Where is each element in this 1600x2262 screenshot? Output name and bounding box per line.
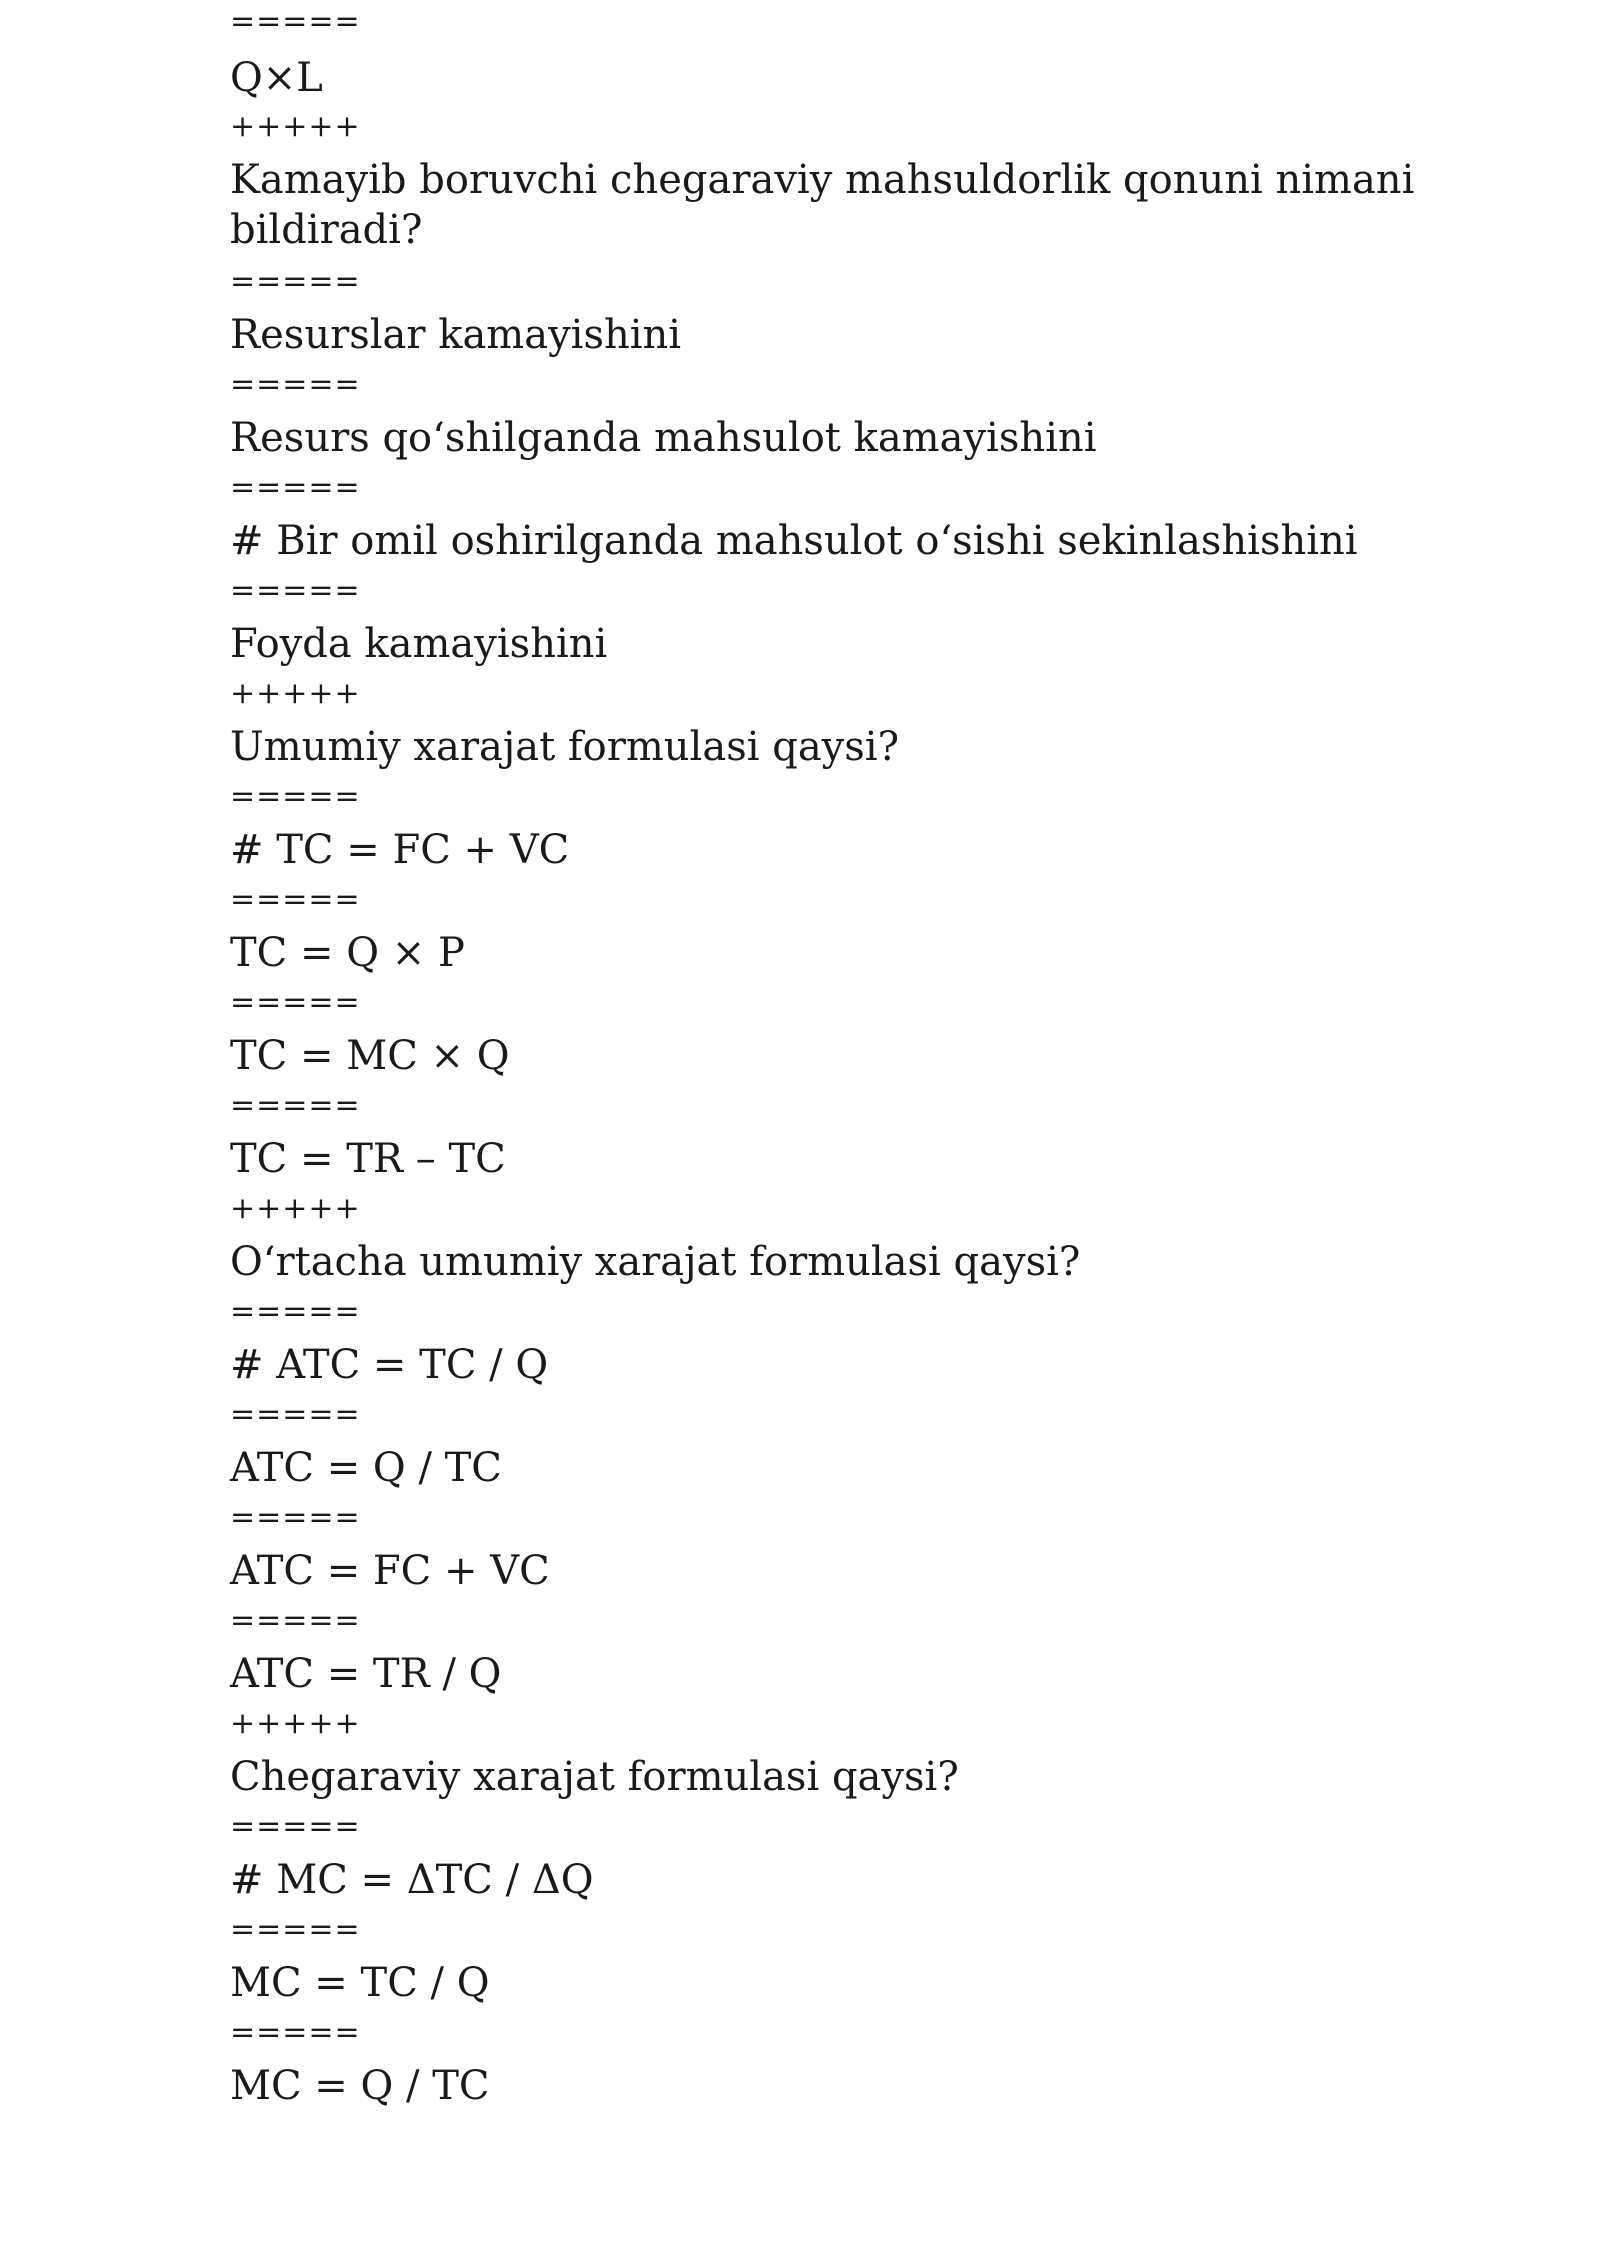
answer-option: Q×L [230,55,323,101]
question-text: O‘rtacha umumiy xarajat formulasi qaysi? [230,1239,1081,1285]
answer-option: MC = Q / TC [230,2063,490,2109]
correct-answer: # Bir omil oshirilganda mahsulot o‘sishi sekinlashishini [230,518,1358,564]
answer-option: Resurslar kamayishini [230,312,682,358]
separator-plus: +++++ [230,109,361,144]
answer-option: ATC = TR / Q [230,1651,502,1697]
answer-option: ATC = FC + VC [230,1548,550,1594]
separator-equals: ===== [230,1500,361,1535]
separator-plus: +++++ [230,676,361,711]
correct-answer: # TC = FC + VC [230,827,570,873]
separator-equals: ===== [230,1294,361,1329]
answer-option: ATC = Q / TC [230,1445,502,1491]
question-text: Umumiy xarajat formulasi qaysi? [230,724,900,770]
question-text: Chegaraviy xarajat formulasi qaysi? [230,1754,959,1800]
answer-option: Foyda kamayishini [230,621,608,667]
separator-plus: +++++ [230,1191,361,1226]
separator-equals: ===== [230,4,361,39]
correct-answer: # ATC = TC / Q [230,1342,549,1388]
answer-option: MC = TC / Q [230,1960,490,2006]
separator-equals: ===== [230,1088,361,1123]
correct-answer: # MC = ΔTC / ΔQ [230,1857,594,1903]
separator-equals: ===== [230,1809,361,1844]
separator-equals: ===== [230,882,361,917]
answer-option: Resurs qo‘shilganda mahsulot kamayishini [230,415,1097,461]
question-text-cont: bildiradi? [230,207,423,253]
separator-equals: ===== [230,264,361,299]
separator-equals: ===== [230,2015,361,2050]
separator-equals: ===== [230,367,361,402]
answer-option: TC = TR – TC [230,1136,506,1182]
separator-equals: ===== [230,779,361,814]
separator-equals: ===== [230,470,361,505]
answer-option: TC = MC × Q [230,1033,510,1079]
separator-equals: ===== [230,1603,361,1638]
separator-equals: ===== [230,1397,361,1432]
separator-equals: ===== [230,1912,361,1947]
answer-option: TC = Q × P [230,930,465,976]
separator-plus: +++++ [230,1706,361,1741]
separator-equals: ===== [230,985,361,1020]
separator-equals: ===== [230,573,361,608]
question-text: Kamayib boruvchi chegaraviy mahsuldorlik qonuni nimani [230,157,1415,203]
